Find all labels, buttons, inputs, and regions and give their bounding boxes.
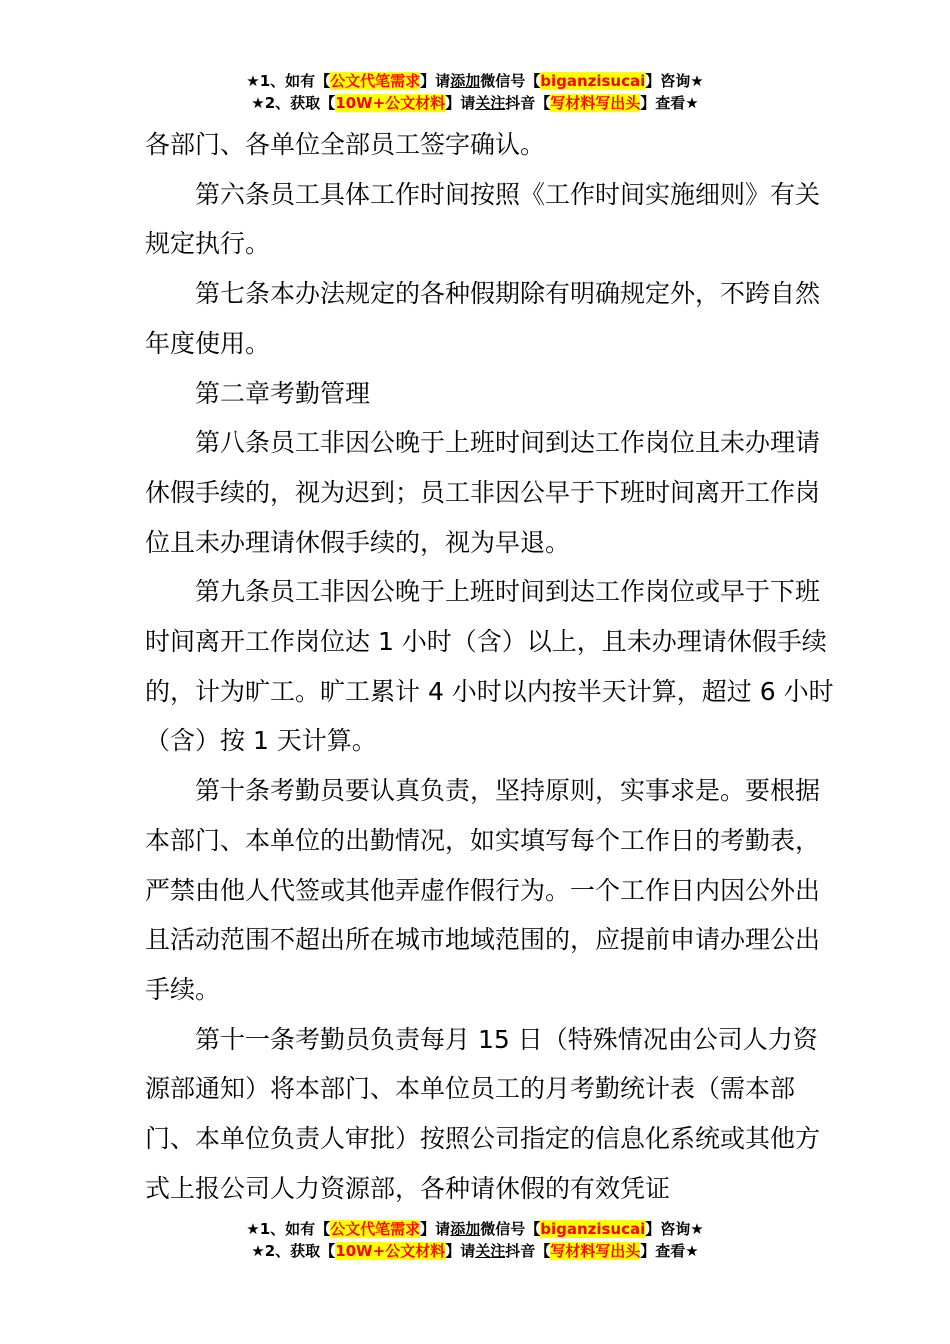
paragraph: 各部门、各单位全部员工签字确认。 bbox=[145, 130, 546, 159]
banner-underline: 添加 bbox=[450, 72, 481, 90]
footer-banner bbox=[0, 1218, 950, 1262]
paragraph: 第十条考勤员要认真负责，坚持原则，实事求是。要根据本部门、本单位的出勤情况，如实填写每个工作日的考勤表，严禁由他人代签或其他弄虚作假行为。一个工作日内因公外出且活动范围不超出所在城市地域范围的，应提前申请办理公出手续。 bbox=[145, 776, 821, 1004]
banner-text: ★2、获取【 bbox=[251, 94, 336, 112]
banner-highlight: 10W+公文材料 bbox=[335, 94, 446, 112]
banner-text: 】请 bbox=[445, 1242, 476, 1260]
document-body bbox=[145, 120, 835, 1213]
banner-text: ★1、如有【 bbox=[246, 1220, 331, 1238]
banner-text: ★1、如有【 bbox=[246, 72, 331, 90]
banner-highlight: 10W+公文材料 bbox=[335, 1242, 446, 1260]
banner-highlight: 公文代笔需求 bbox=[330, 1220, 421, 1238]
banner-line-2 bbox=[0, 92, 950, 114]
banner-text: 】查看★ bbox=[640, 1242, 699, 1260]
paragraph: 第九条员工非因公晚于上班时间到达工作岗位或早于下班时间离开工作岗位达 1 小时（含）以上，且未办理请休假手续的，计为旷工。旷工累计 4 小时以内按半天计算，超过 6 小时（含）按 1 天计算。 bbox=[145, 577, 834, 756]
paragraph: 第八条员工非因公晚于上班时间到达工作岗位且未办理请休假手续的，视为迟到；员工非因公早于下班时间离开工作岗位且未办理请休假手续的，视为早退。 bbox=[145, 428, 821, 557]
paragraph: 第十一条考勤员负责每月 15 日（特殊情况由公司人力资源部通知）将本部门、本单位员工的月考勤统计表（需本部门、本单位负责人审批）按照公司指定的信息化系统或其他方式上报公司人力资源部，各种请休假的有效凭证 bbox=[145, 1024, 821, 1203]
banner-underline: 关注 bbox=[475, 1242, 506, 1260]
banner-text: 微信号【 bbox=[480, 1220, 541, 1238]
banner-line-2 bbox=[0, 1240, 950, 1262]
banner-highlight: 公文代笔需求 bbox=[330, 72, 421, 90]
banner-highlight: 写材料写出头 bbox=[550, 94, 641, 112]
banner-text: 抖音【 bbox=[505, 94, 551, 112]
banner-highlight: biganzisucai bbox=[540, 72, 646, 90]
banner-underline: 添加 bbox=[450, 1220, 481, 1238]
banner-text: 微信号【 bbox=[480, 72, 541, 90]
banner-underline: 关注 bbox=[475, 94, 506, 112]
banner-text: 】请 bbox=[445, 94, 476, 112]
banner-text: 】咨询★ bbox=[645, 1220, 704, 1238]
banner-highlight: 写材料写出头 bbox=[550, 1242, 641, 1260]
header-banner bbox=[0, 70, 950, 114]
banner-text: 抖音【 bbox=[505, 1242, 551, 1260]
banner-line-1 bbox=[0, 1218, 950, 1240]
banner-text: ★2、获取【 bbox=[251, 1242, 336, 1260]
banner-text: 】查看★ bbox=[640, 94, 699, 112]
banner-text: 】请 bbox=[420, 1220, 451, 1238]
banner-text: 】咨询★ bbox=[645, 72, 704, 90]
banner-text: 】请 bbox=[420, 72, 451, 90]
banner-line-1 bbox=[0, 70, 950, 92]
banner-highlight: biganzisucai bbox=[540, 1220, 646, 1238]
paragraph: 第六条员工具体工作时间按照《工作时间实施细则》有关规定执行。 bbox=[145, 179, 821, 259]
paragraph: 第七条本办法规定的各种假期除有明确规定外，不跨自然年度使用。 bbox=[145, 279, 821, 358]
chapter-heading: 第二章考勤管理 bbox=[195, 378, 371, 408]
